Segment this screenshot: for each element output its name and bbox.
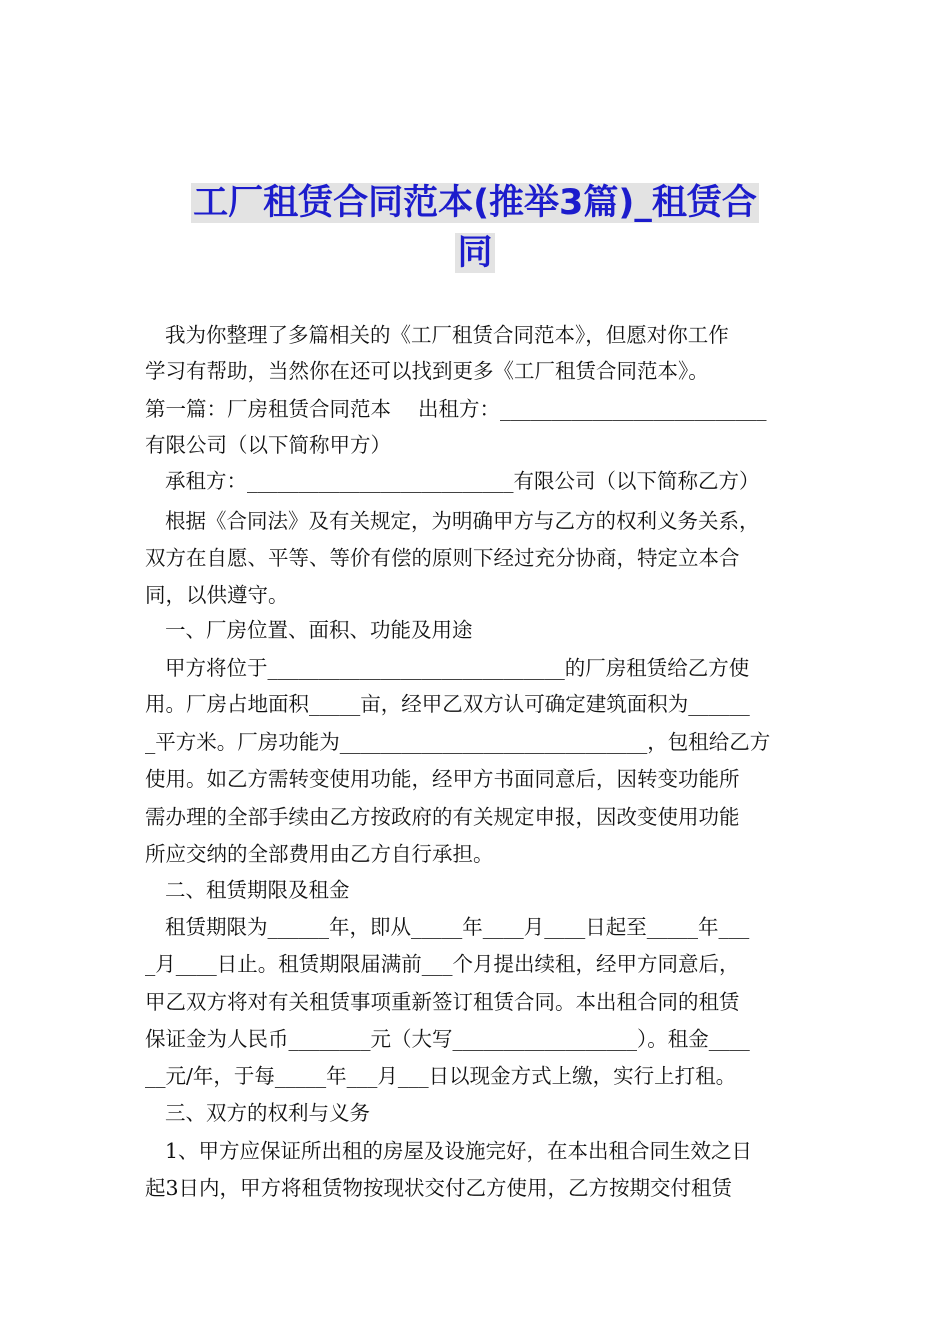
body-line: 同，以供遵守。 <box>145 583 289 607</box>
body-line: 我为你整理了多篇相关的《工厂租赁合同范本》，但愿对你工作 <box>165 323 729 347</box>
body-line: 需办理的全部手续由乙方按政府的有关规定申报，因改变使用功能 <box>145 805 740 829</box>
body-line: _月____日止。租赁期限届满前___个月提出续租，经甲方同意后， <box>145 952 740 976</box>
section-heading: 三、双方的权利与义务 <box>165 1101 370 1125</box>
body-line: 起3日内，甲方将租赁物按现状交付乙方使用，乙方按期交付租赁 <box>145 1176 733 1200</box>
body-line: 双方在自愿、平等、等价有偿的原则下经过充分协商，特定立本合 <box>145 546 740 570</box>
body-line: 根据《合同法》及有关规定，为明确甲方与乙方的权利义务关系， <box>165 509 760 533</box>
body-line: 使用。如乙方需转变使用功能，经甲方书面同意后，因转变功能所 <box>145 767 740 791</box>
body-line: 所应交纳的全部费用由乙方自行承担。 <box>145 842 494 866</box>
body-line: 用。厂房占地面积_____亩，经甲乙双方认可确定建筑面积为______ <box>145 692 750 716</box>
body-line: 租赁期限为______年，即从_____年____月____日起至_____年___ <box>165 915 750 939</box>
document-title-text-2: 同 <box>457 233 493 273</box>
document-title-text-1: 工厂租赁合同范本(推举3篇)_租赁合 <box>193 183 757 223</box>
body-line: 保证金为人民币________元（大写__________________）。租金____ <box>145 1027 750 1051</box>
body-line: 第一篇：厂房租赁合同范本 出租方：__________________________ <box>145 397 767 421</box>
document-title-line-2 <box>150 228 800 278</box>
document-title-line-1 <box>150 178 800 228</box>
body-line: 1、甲方应保证所出租的房屋及设施完好，在本出租合同生效之日 <box>165 1139 753 1163</box>
section-heading: 二、租赁期限及租金 <box>165 878 350 902</box>
body-line: _平方米。厂房功能为______________________________，包租给乙方 <box>145 730 771 754</box>
body-line: 学习有帮助，当然你在还可以找到更多《工厂租赁合同范本》。 <box>145 359 709 383</box>
body-line: 甲乙双方将对有关租赁事项重新签订租赁合同。本出租合同的租赁 <box>145 990 740 1014</box>
body-line: 承租方：__________________________有限公司（以下简称乙方） <box>165 469 760 493</box>
body-line: 有限公司（以下简称甲方） <box>145 433 391 457</box>
body-line: 甲方将位于_____________________________的厂房租赁给乙方使 <box>165 656 750 680</box>
body-line: __元/年，于每_____年___月___日以现金方式上缴，实行上打租。 <box>145 1064 737 1088</box>
section-heading: 一、厂房位置、面积、功能及用途 <box>165 618 473 642</box>
